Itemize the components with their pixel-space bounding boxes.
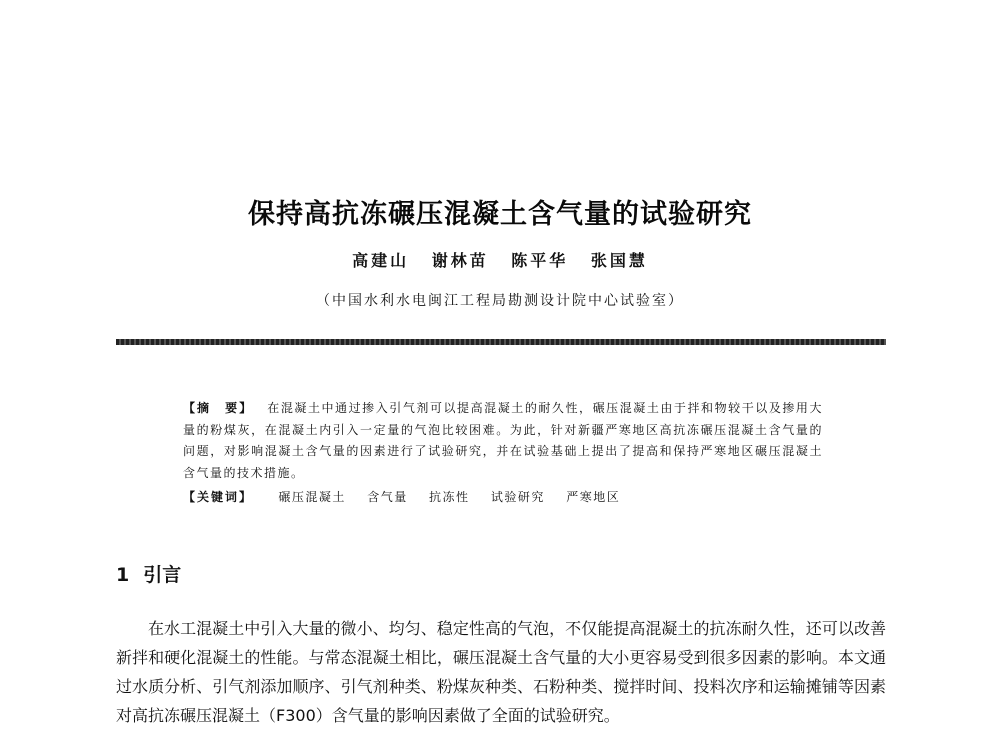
author-list <box>0 248 1000 271</box>
section-number: 1 <box>116 564 130 586</box>
abstract-label: 【摘 要】 <box>183 401 254 415</box>
abstract-text: 在混凝土中通过掺入引气剂可以提高混凝土的耐久性，碾压混凝土由于拌和物较干以及掺用大量的粉煤灰，在混凝土内引入一定量的气泡比较困难。为此，针对新疆严寒地区高抗冻碾压混凝土含气量的问题，对影响混凝土含气量的因素进行了试验研究，并在试验基础上提出了提高和保持严寒地区碾压混凝土含气量的技术措施。 <box>183 401 823 480</box>
header-divider <box>116 339 886 345</box>
author-name: 陈平华 <box>511 251 569 270</box>
paragraph: 在水工混凝土中引入大量的微小、均匀、稳定性高的气泡，不仅能提高混凝土的抗冻耐久性，还可以改善新拌和硬化混凝土的性能。与常态混凝土相比，碾压混凝土含气量的大小更容易受到很多因素的影响。本文通过水质分析、引气剂添加顺序、引气剂种类、粉煤灰种类、石粉种类、搅拌时间、投料次序和运输摊铺等因素对高抗冻碾压混凝土（F300）含气量的影响因素做了全面的试验研究。 <box>116 619 886 725</box>
section-title: 引言 <box>143 564 182 586</box>
author-name: 张国慧 <box>590 251 648 270</box>
keyword: 试验研究 <box>490 490 545 504</box>
keyword: 碾压混凝土 <box>278 490 346 504</box>
abstract <box>183 398 823 484</box>
keyword: 含气量 <box>367 490 408 504</box>
keyword: 抗冻性 <box>429 490 470 504</box>
keyword: 严寒地区 <box>566 490 621 504</box>
affiliation: （中国水利水电闽江工程局勘测设计院中心试验室） <box>316 293 684 309</box>
author-name: 高建山 <box>352 251 410 270</box>
paper-title: 保持高抗冻碾压混凝土含气量的试验研究 <box>248 199 752 230</box>
keywords-label: 【关键词】 <box>183 490 254 504</box>
section-heading <box>116 560 181 587</box>
keywords <box>183 488 823 505</box>
author-name: 谢林苗 <box>431 251 489 270</box>
body-text <box>116 614 886 730</box>
